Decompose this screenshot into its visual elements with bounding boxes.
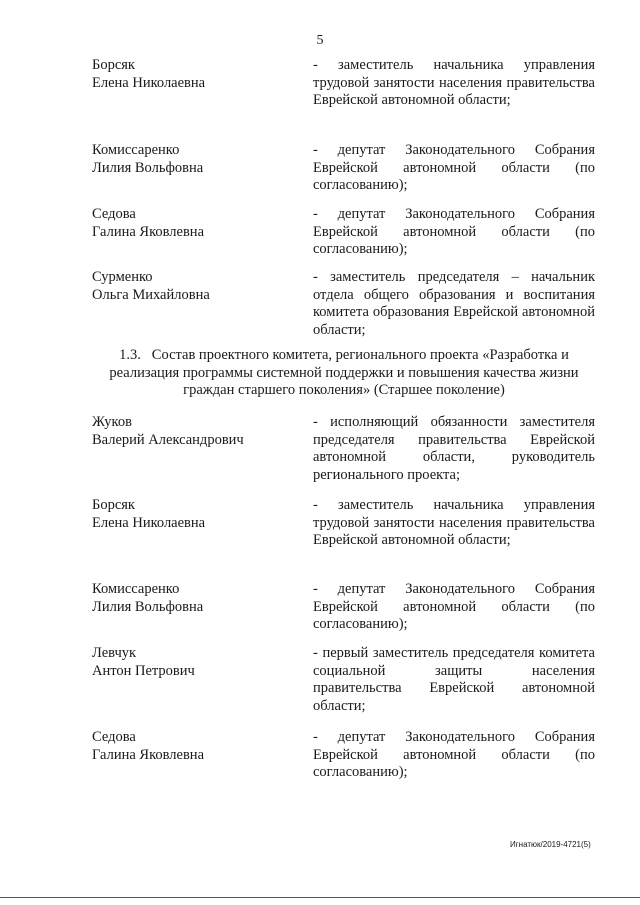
member-surname: Комиссаренко [92, 581, 180, 597]
member-name [92, 729, 297, 764]
member-surname: Борсяк [92, 57, 135, 73]
member-name [92, 142, 297, 177]
member-name [92, 206, 297, 241]
member-name [92, 269, 297, 304]
member-surname: Седова [92, 729, 136, 745]
member-given-names: Галина Яковлевна [92, 746, 204, 763]
member-given-names: Антон Петрович [92, 662, 195, 679]
page-bottom-rule [0, 897, 640, 898]
member-role: - депутат Законодательного Собрания Еврейской автономной области (по согласованию); [313, 729, 595, 780]
member-given-names: Лилия Вольфовна [92, 159, 204, 176]
member-given-names: Елена Николаевна [92, 74, 206, 91]
member-role: - первый заместитель председателя комитета социальной защиты населения правительства Еврейской автономной области; [313, 645, 595, 714]
member-given-names: Лилия Вольфовна [92, 598, 204, 615]
member-given-names: Галина Яковлевна [92, 223, 204, 240]
member-role: - заместитель председателя – начальник отдела общего образования и воспитания комитета образования Еврейской автономной области; [313, 269, 595, 338]
member-name [92, 645, 297, 680]
document-reference: Игнатюк/2019-4721(5) [510, 840, 591, 849]
member-surname: Жуков [92, 414, 132, 430]
member-surname: Левчук [92, 645, 137, 661]
member-given-names: Валерий Александрович [92, 431, 244, 448]
member-role: - депутат Законодательного Собрания Еврейской автономной области (по согласованию); [313, 206, 595, 257]
member-surname: Сурменко [92, 269, 153, 285]
member-role: - заместитель начальника управления трудовой занятости населения правительства Еврейской автономной области; [313, 57, 595, 108]
member-role: - исполняющий обязанности заместителя председателя правительства Еврейской автономной области, руководитель регионального проекта; [313, 414, 595, 483]
member-role: - депутат Законодательного Собрания Еврейской автономной области (по согласованию); [313, 142, 595, 193]
section-heading: 1.3. Состав проектного комитета, регионального проекта «Разработка и реализация программы системной поддержки и повышения качества жизни граждан старшего поколения» (Старшее поколение) [109, 347, 579, 398]
page-number: 5 [316, 33, 324, 48]
member-role: - заместитель начальника управления трудовой занятости населения правительства Еврейской автономной области; [313, 497, 595, 548]
member-name [92, 581, 297, 616]
member-surname: Седова [92, 206, 136, 222]
member-surname: Комиссаренко [92, 142, 180, 158]
member-name [92, 414, 297, 449]
member-given-names: Елена Николаевна [92, 514, 206, 531]
member-surname: Борсяк [92, 497, 135, 513]
member-given-names: Ольга Михайловна [92, 286, 210, 303]
member-role: - депутат Законодательного Собрания Еврейской автономной области (по согласованию); [313, 581, 595, 632]
member-name [92, 497, 297, 532]
member-name [92, 57, 297, 92]
